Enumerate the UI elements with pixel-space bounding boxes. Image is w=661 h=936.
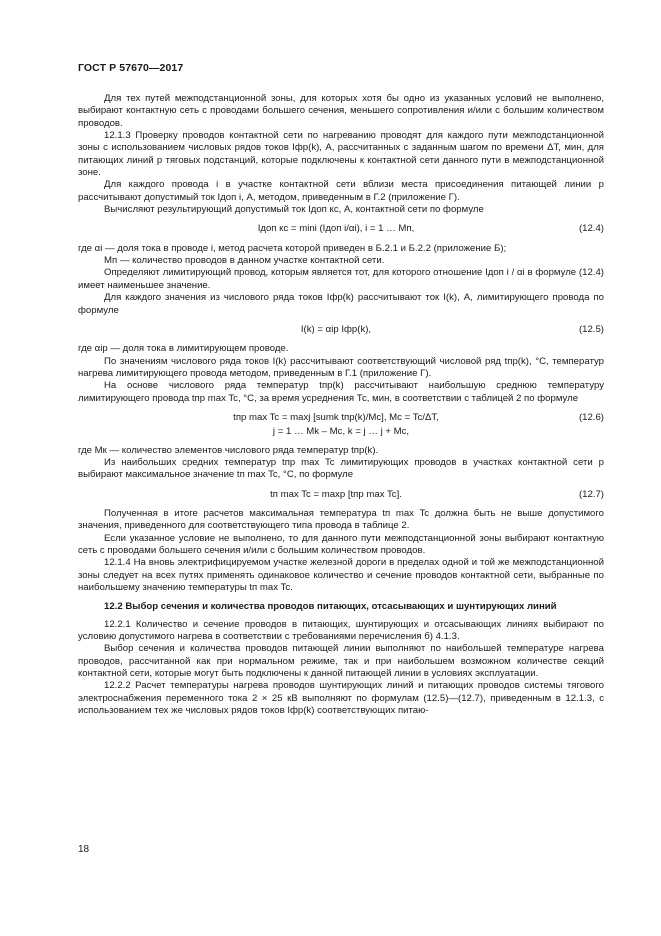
where-clause: где Mк — количество элементов числового ряда температур tпр(k). (78, 444, 379, 456)
body-text (78, 93, 604, 717)
paragraph: Полученная в итоге расчетов максимальная температура tп max Tc должна быть не выше допустимого значения, приведенного для соответствующего типа провода в таблице 2. (78, 507, 604, 532)
where-clause: Mп — количество проводов в данном участке контактной сети. (104, 255, 385, 267)
paragraph-12-1-3: 12.1.3 Проверку проводов контактной сети по нагреванию проводят для каждого пути межподстанционной зоны с использованием числовых рядов токов Iфр(k), А, рассчитанных с заданным шагом по времени ΔT, мин, для питающих линий р тяговых подстанций, которые подключены к контактной сети данного пути в межподстанционной зоне. (78, 130, 604, 179)
paragraph: Выбор сечения и количества проводов питающей линии выполняют по наибольшей температуре нагрева проводов, рассчитанной как при нормальном режиме, так и при наибольшем возможном количестве секций контактной сети, которые могут быть подключены к данной питающей линии в условиях эксплуатации. (78, 643, 604, 680)
paragraph: По значениям числового ряда токов I(k) рассчитывают соответствующий числовой ряд tпр(k), °С, температур нагрева лимитирующего провода методом, приведенным в Г.1 (приложение Г). (78, 355, 604, 379)
equation-12-4 (78, 223, 604, 235)
paragraph-12-1-4: 12.1.4 На вновь электрифицируемом участке железной дороги в пределах одной и той же межподстанционной зоны следует на всех путях применять одинаковое количество и сечение проводов контактной сети, выбранные по наибольшему значению температуры tп max Tc. (78, 557, 604, 594)
equation-number: (12.6) (578, 411, 604, 423)
section-heading-12-2: 12.2 Выбор сечения и количества проводов питающих, отсасывающих и шунтирующих линий (104, 601, 557, 613)
paragraph: Для каждого провода i в участке контактной сети вблизи места присоединения питающей линии р рассчитывают допустимый ток Iдоп i, А, методом, приведенным в Г.2 (приложение Г). (78, 179, 604, 203)
paragraph: Для каждого значения из числового ряда токов Iфр(k) рассчитывают ток I(k), А, лимитирующего провода по формуле (78, 292, 604, 316)
paragraph: Для тех путей межподстанционной зоны, для которых хотя бы одно из указанных условий не выполнено, выбирают контактную сеть с проводами большего сечения, меньшего сопротивления и/или с большим количеством проводов. (78, 93, 604, 129)
equation-body: Iдоп кс = mini (Iдоп i/αi), i = 1 … Mп, (257, 223, 415, 235)
paragraph: Определяют лимитирующий провод, которым является тот, для которого отношение Iдоп i / αi в формуле (12.4) имеет наименьшее значение. (78, 267, 604, 291)
equation-12-6-range: j = 1 … Mk – Mc, k = j … j + Mc, (272, 426, 410, 438)
equation-12-5 (78, 324, 604, 336)
where-clause: где αip — доля тока в лимитирующем проводе. (78, 343, 289, 355)
paragraph: Вычисляют результирующий допустимый ток Iдоп кс, А, контактной сети по формуле (104, 204, 484, 216)
equation-number: (12.5) (578, 323, 604, 335)
paragraph-12-2-1: 12.2.1 Количество и сечение проводов в питающих, шунтирующих и отсасывающих линиях выбирают по условию допустимого нагрева в соответствии с требованиями перечисления б) 4.1.3. (78, 618, 604, 643)
document-header: ГОСТ Р 57670—2017 (78, 62, 184, 74)
page-number: 18 (78, 844, 90, 855)
equation-body: I(k) = αip Iфр(k), (300, 323, 372, 335)
equation-body: tпр max Tc = maxj [sumk tпр(k)/Mc], Mc = Tc/ΔT, (233, 411, 439, 423)
paragraph: Если указанное условие не выполнено, то для данного пути межподстанционной зоны выбирают контактную сеть с проводами большего сечения и/или с большим количеством проводов. (78, 532, 604, 556)
where-clause: где αi — доля тока в проводе i, метод расчета которой приведен в Б.2.1 и Б.2.2 (приложение Б); (78, 242, 507, 254)
paragraph: Из наибольших средних температур tпр max Tc лимитирующих проводов в участках контактной сети р выбирают максимальное значение tп max Tc, °С, по формуле (78, 456, 604, 481)
equation-12-6 (78, 412, 604, 424)
equation-body: tп max Tc = maxp [tпр max Tc]. (270, 488, 402, 500)
equation-number: (12.7) (578, 488, 604, 500)
paragraph-12-2-2: 12.2.2 Расчет температуры нагрева проводов шунтирующих линий и питающих проводов системы тягового электроснабжения переменного тока 2 × 25 кВ выполняют по формулам (12.5)—(12.7), приведенным в 12.1.3, с использованием тех же числовых рядов токов Iфр(k) соответствующих питаю- (78, 680, 604, 717)
equation-number: (12.4) (578, 223, 604, 235)
paragraph: На основе числового ряда температур tпр(k) рассчитывают наибольшую среднюю температуру лимитирующего провода tпр max Tc, °С, за время усреднения Тс, мин, в соответствии с таблицей 2 по формуле (78, 380, 604, 404)
equation-12-7 (78, 489, 604, 501)
